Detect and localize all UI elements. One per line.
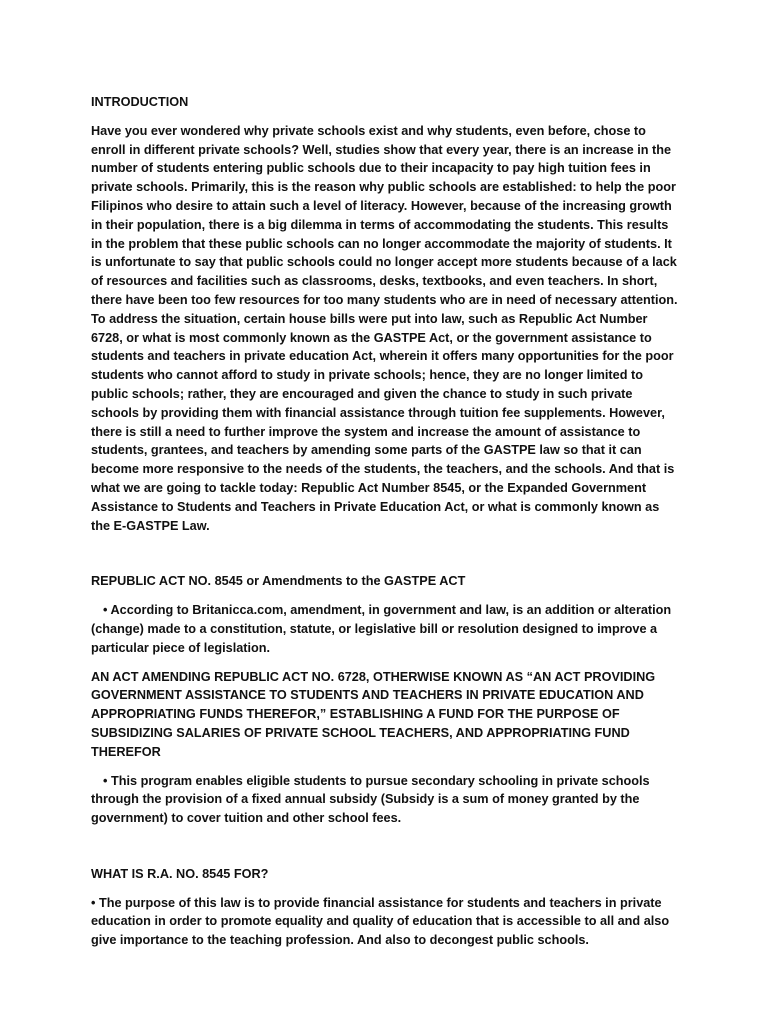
spacer	[91, 591, 681, 601]
ra8545-heading: REPUBLIC ACT NO. 8545 or Amendments to the GASTPE ACT	[91, 574, 466, 589]
intro-heading: INTRODUCTION	[91, 95, 189, 109]
program-description-bullet: • This program enables eligible students to pursue secondary schooling in private schools through the provision of a fixed annual subsidy (Subsidy is a sum of money granted by the government) to cover tuition and other school fees.	[91, 773, 650, 826]
document-page	[91, 93, 681, 950]
act-title-paragraph: AN ACT AMENDING REPUBLIC ACT NO. 6728, OTHERWISE KNOWN AS “AN ACT PROVIDING GOVERNMENT ASSISTANCE TO STUDENTS AND TEACHERS IN PRIVATE EDUCATION AND APPROPRIATING FUNDS THEREFOR,” ESTABLISHING A FUND FOR THE PURPOSE OF SUBSIDIZING SALARIES OF PRIVATE SCHOOL TEACHERS, AND APPROPRIATING FUND THEREFOR	[91, 669, 656, 759]
purpose-heading: WHAT IS R.A. NO. 8545 FOR?	[91, 866, 269, 881]
spacer	[91, 884, 681, 894]
spacer	[91, 828, 681, 865]
spacer	[91, 112, 681, 122]
amendment-definition-bullet: • According to Britanicca.com, amendment, in government and law, is an addition or alteration (change) made to a constitution, statute, or legislative bill or resolution designed to improve a particular piece of legislation.	[91, 603, 672, 655]
spacer	[91, 535, 681, 572]
intro-paragraph: Have you ever wondered why private schools exist and why students, even before, chose to enroll in different private schools? Well, studies show that every year, there is an increase in the number of students entering public schools due to their incapacity to pay high tuition fees in private schools. Primarily, this is the reason why public schools are established: to help the poor Filipinos who desire to attain such a level of literacy. However, because of the increasing growth in their population, there is a big dilemma in terms of accommodating the students. This results in the problem that these public schools can no longer accommodate the majority of students. It is unfortunate to say that public schools could no longer accept more students because of a lack of resources and facilities such as classrooms, desks, textbooks, and even teachers. In short, there have been too few resources for too many students who are in need of necessary attention. To address the situation, certain house bills were put into law, such as Republic Act Number 6728, or what is most commonly known as the GASTPE Act, or the government assistance to students and teachers in private education Act, wherein it offers many opportunities for the poor students who cannot afford to study in private schools; hence, they are no longer limited to public schools; rather, they are encouraged and given the chance to study in such private schools by providing them with financial assistance through tuition fee supplements. However, there is still a need to further improve the system and increase the amount of assistance to students, grantees, and teachers by amending some parts of the GASTPE law so that it can become more responsive to the needs of the students, the teachers, and the schools. And that is what we are going to tackle today: Republic Act Number 8545, or the Expanded Government Assistance to Students and Teachers in Private Education Act, or what is commonly known as the E-GASTPE Law.	[91, 123, 678, 533]
spacer	[91, 762, 681, 772]
spacer	[91, 658, 681, 668]
purpose-bullet: • The purpose of this law is to provide financial assistance for students and teachers in private education in order to promote equality and quality of education that is accessible to all and also give importance to the teaching profession. And also to decongest public schools.	[91, 895, 670, 948]
